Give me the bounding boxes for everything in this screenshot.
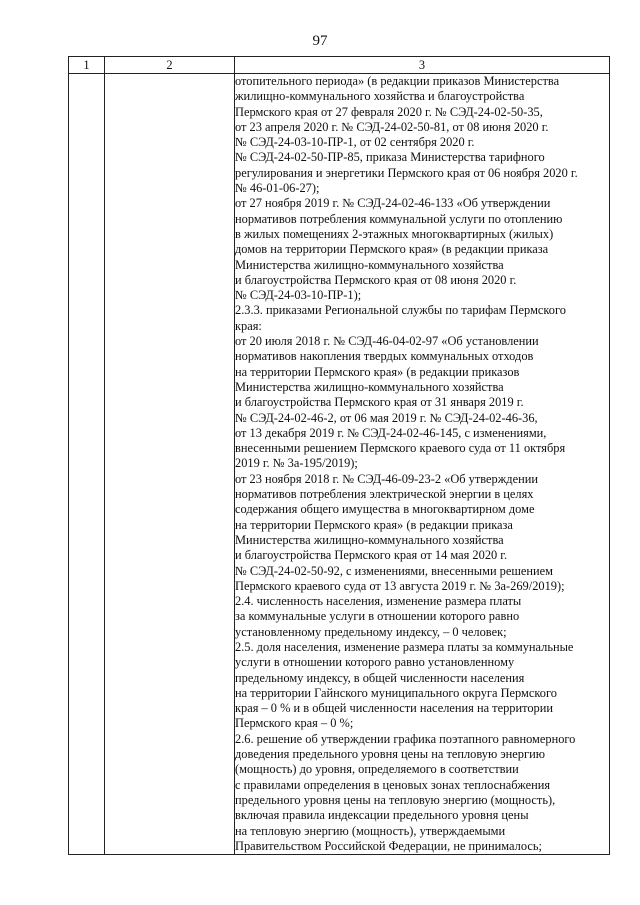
text-line: (мощность) до уровня, определяемого в соответствии	[235, 762, 519, 777]
text-line: № СЭД-24-03-10-ПР-1);	[235, 288, 362, 303]
text-line: услуги в отношении которого равно установленному	[235, 655, 515, 670]
text-line: и благоустройства Пермского края от 14 мая 2020 г.	[235, 548, 508, 563]
text-line: Пермского края от 27 февраля 2020 г. № СЭД-24-02-50-35,	[235, 104, 543, 119]
text-line: с правилами определения в ценовых зонах теплоснабжения	[235, 777, 551, 792]
column-2-cell	[105, 74, 235, 855]
text-line: № 46-01-06-27);	[235, 181, 320, 196]
text-line: № СЭД-24-02-46-2, от 06 мая 2019 г. № СЭД-24-02-46-36,	[235, 410, 538, 425]
text-line: нормативов потребления коммунальной услуги по отоплению	[235, 211, 563, 226]
text-line: в жилых помещениях 2-этажных многоквартирных (жилых)	[235, 226, 554, 241]
text-line: домов на территории Пермского края» (в редакции приказа	[235, 242, 549, 257]
text-line: Пермского края – 0 %;	[235, 716, 354, 731]
text-line: от 27 ноября 2019 г. № СЭД-24-02-46-133 «Об утверждении	[235, 196, 551, 211]
text-line: нормативов накопления твердых коммунальных отходов	[235, 349, 534, 364]
document-table	[68, 56, 610, 855]
text-line: от 13 декабря 2019 г. № СЭД-24-02-46-145, с изменениями,	[235, 425, 547, 440]
text-line: установленному предельному индексу, – 0 человек;	[235, 624, 507, 639]
column-header-1: 1	[69, 57, 105, 74]
text-line: Министерства жилищно-коммунального хозяйства	[235, 257, 504, 272]
text-line: включая правила индексации предельного уровня цены	[235, 808, 529, 823]
text-line: 2.5. доля населения, изменение размера платы за коммунальные	[235, 639, 574, 654]
text-line: на территории Пермского края» (в редакции приказов	[235, 364, 520, 379]
text-line: регулирования и энергетики Пермского края от 06 ноября 2020 г.	[235, 165, 578, 180]
text-line: и благоустройства Пермского края от 08 июня 2020 г.	[235, 272, 517, 287]
table-header-row	[69, 57, 610, 74]
text-line: отопительного периода» (в редакции приказов Министерства	[235, 74, 560, 88]
text-line: от 23 ноября 2018 г. № СЭД-46-09-23-2 «Об утверждении	[235, 471, 539, 486]
column-header-3: 3	[235, 57, 610, 74]
text-line: предельному индексу, в общей численности населения	[235, 670, 525, 685]
text-line: 2019 г. № 3а-195/2019);	[235, 456, 358, 471]
text-line: от 23 апреля 2020 г. № СЭД-24-02-50-81, от 08 июня 2020 г.	[235, 119, 549, 134]
text-line: за коммунальные услуги в отношении которого равно	[235, 609, 520, 624]
column-header-2: 2	[105, 57, 235, 74]
text-line: от 20 июля 2018 г. № СЭД-46-04-02-97 «Об установлении	[235, 334, 539, 349]
text-line: на территории Гайнского муниципального округа Пермского	[235, 685, 557, 700]
text-line: 2.4. численность населения, изменение размера платы	[235, 594, 522, 609]
table-row	[69, 74, 610, 855]
text-line: предельного уровня цены на тепловую энергию (мощность),	[235, 792, 556, 807]
text-line: № СЭД-24-02-50-92, с изменениями, внесенными решением	[235, 563, 554, 578]
text-line: Министерства жилищно-коммунального хозяйства	[235, 532, 504, 547]
text-line: края – 0 % и в общей численности населения на территории	[235, 701, 554, 716]
text-line: 2.3.3. приказами Региональной службы по тарифам Пермского	[235, 303, 566, 318]
text-line: Правительством Российской Федерации, не принималось;	[235, 838, 542, 853]
text-line: № СЭД-24-03-10-ПР-1, от 02 сентября 2020 г.	[235, 135, 475, 150]
text-line: содержания общего имущества в многоквартирном доме	[235, 502, 535, 517]
text-line: № СЭД-24-02-50-ПР-85, приказа Министерства тарифного	[235, 150, 545, 165]
text-line: нормативов потребления электрической энергии в целях	[235, 487, 534, 502]
text-line: доведения предельного уровня цены на тепловую энергию	[235, 747, 545, 762]
text-line: жилищно-коммунального хозяйства и благоустройства	[235, 89, 525, 104]
text-line: Пермского краевого суда от 13 августа 2019 г. № 3а-269/2019);	[235, 578, 565, 593]
text-line: на территории Пермского края» (в редакции приказа	[235, 517, 513, 532]
column-3-cell	[235, 74, 610, 855]
page-number: 97	[312, 33, 328, 49]
text-line: на тепловую энергию (мощность), утверждаемыми	[235, 823, 506, 838]
text-line: и благоустройства Пермского края от 31 января 2019 г.	[235, 395, 524, 410]
text-line: Министерства жилищно-коммунального хозяйства	[235, 379, 504, 394]
text-line: 2.6. решение об утверждении графика поэтапного равномерного	[235, 731, 576, 746]
text-block	[235, 74, 609, 854]
text-line: края:	[235, 318, 262, 333]
column-1-cell	[69, 74, 105, 855]
text-line: внесенными решением Пермского краевого суда от 11 октября	[235, 441, 566, 456]
